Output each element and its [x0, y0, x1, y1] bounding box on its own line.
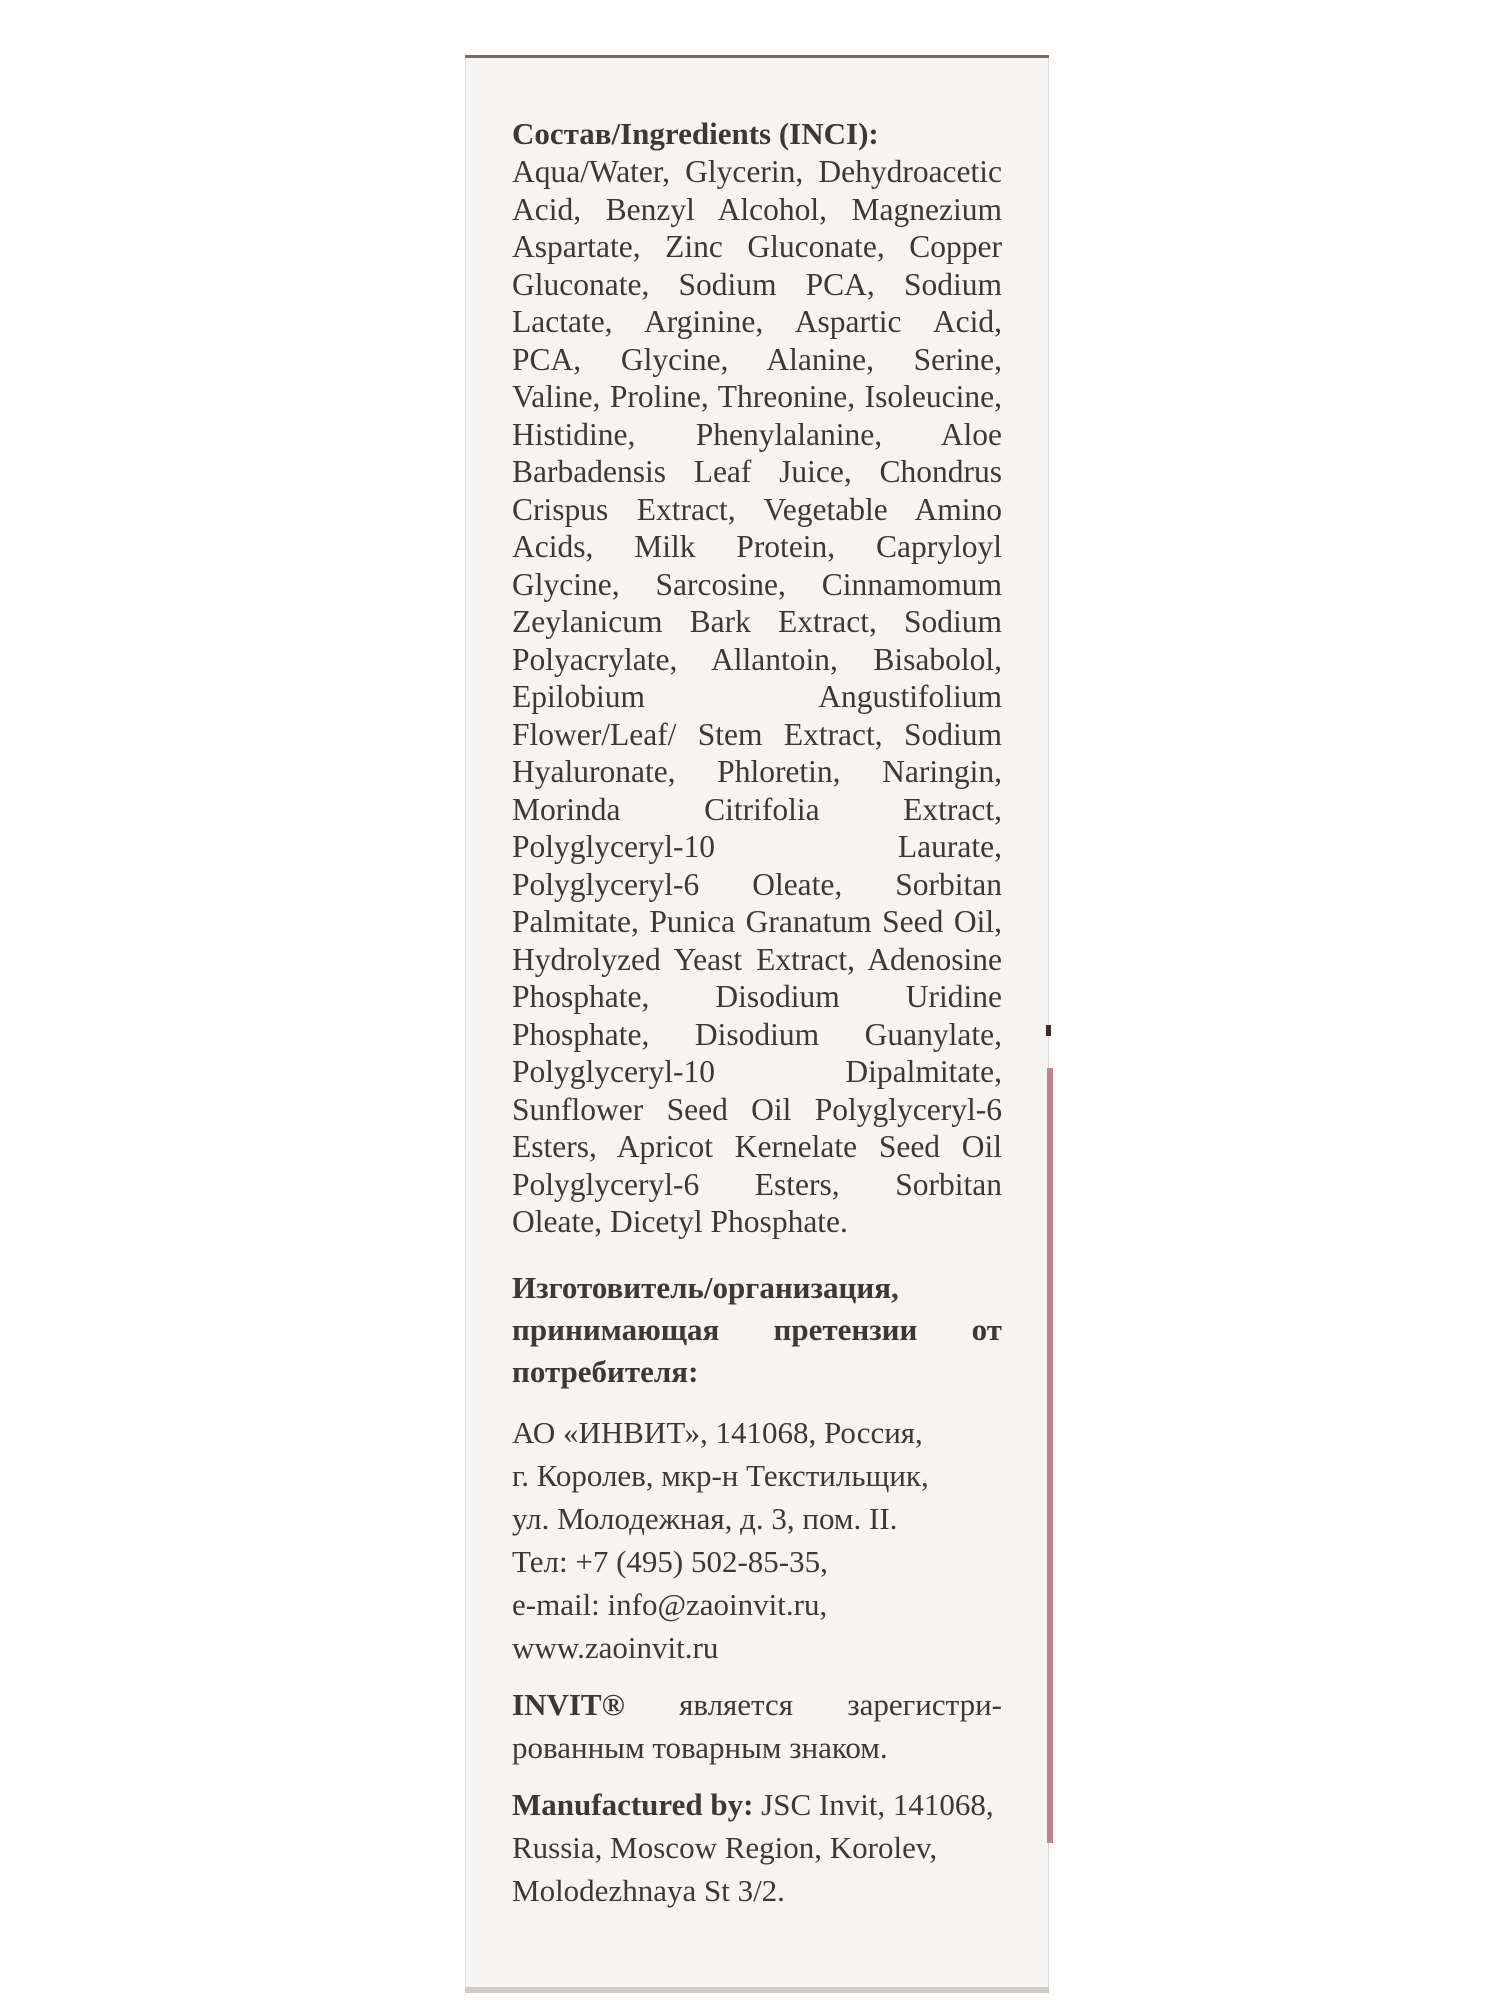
package-bottom-edge — [465, 1987, 1049, 1993]
brand-name: INVIT® — [512, 1686, 625, 1722]
label-text-block — [512, 115, 1002, 1912]
ingredients-heading: Состав/Ingredients (INCI): — [512, 116, 879, 151]
trademark-notice — [512, 1683, 1002, 1769]
trademark-text: является зарегистрированным товарным знаком. — [512, 1686, 1002, 1765]
manufactured-by-text: JSC Invit, 141068, Russia, Moscow Region, Korolev, Molodezhnaya St 3/2. — [512, 1786, 994, 1908]
section-spacer — [512, 1241, 1002, 1267]
pink-edge-strip — [1047, 1068, 1053, 1843]
section-spacer — [512, 1669, 1002, 1683]
address-line: г. Королев, мкр-н Текстильщик, — [512, 1457, 929, 1493]
panel-edge-mark — [1046, 1025, 1051, 1036]
manufactured-by-label: Manufactured by: — [512, 1786, 754, 1822]
email-line: e-mail: info@zaoinvit.ru, — [512, 1586, 828, 1622]
manufacturer-heading: Изготовитель/организация, принимающая претензии от потребителя: — [512, 1269, 1002, 1389]
ingredients-list: Aqua/Water, Glycerin, Dehydroacetic Acid, Benzyl Alcohol, Magnezium Aspartate, Zinc Gluconate, Copper Gluconate, Sodium PCA, Sodium Lactate, Arginine, Aspartic Acid, PCA, Glycine, Alanine, Serine, Valine, Proline, Threonine, Isoleucine, Histidine, Phenylalanine, Aloe Barbadensis Leaf Juice, Chondrus Crispus Extract, Vegetable Amino Acids, Milk Protein, Capryloyl Glycine, Sarcosine, Cinnamomum Zeylanicum Bark Extract, Sodium Polyacrylate, Allantoin, Bisabolol, Epilobium Angustifolium Flower/Leaf/ Stem Extract, Sodium Hyaluronate, Phloretin, Naringin, Morinda Citrifolia Extract, Polyglyceryl-10 Laurate, Polyglyceryl-6 Oleate, Sorbitan Palmitate, Punica Granatum Seed Oil, Hydrolyzed Yeast Extract, Adenosine Phosphate, Disodium Uridine Phosphate, Disodium Guanylate, Polyglyceryl-10 Dipalmitate, Sunflower Seed Oil Polyglyceryl-6 Esters, Apricot Kernelate Seed Oil Polyglyceryl-6 Esters, Sorbitan Oleate, Dicetyl Phosphate. — [512, 154, 1002, 1239]
section-spacer — [512, 1769, 1002, 1783]
phone-line: Тел: +7 (495) 502-85-35, — [512, 1543, 828, 1579]
section-spacer — [512, 1393, 1002, 1411]
manufacturer-address — [512, 1411, 1002, 1669]
website-line: www.zaoinvit.ru — [512, 1629, 719, 1665]
manufactured-by-notice — [512, 1783, 1002, 1912]
address-line: ул. Молодежная, д. 3, пом. II. — [512, 1500, 898, 1536]
address-line: АО «ИНВИТ», 141068, Россия, — [512, 1414, 923, 1450]
